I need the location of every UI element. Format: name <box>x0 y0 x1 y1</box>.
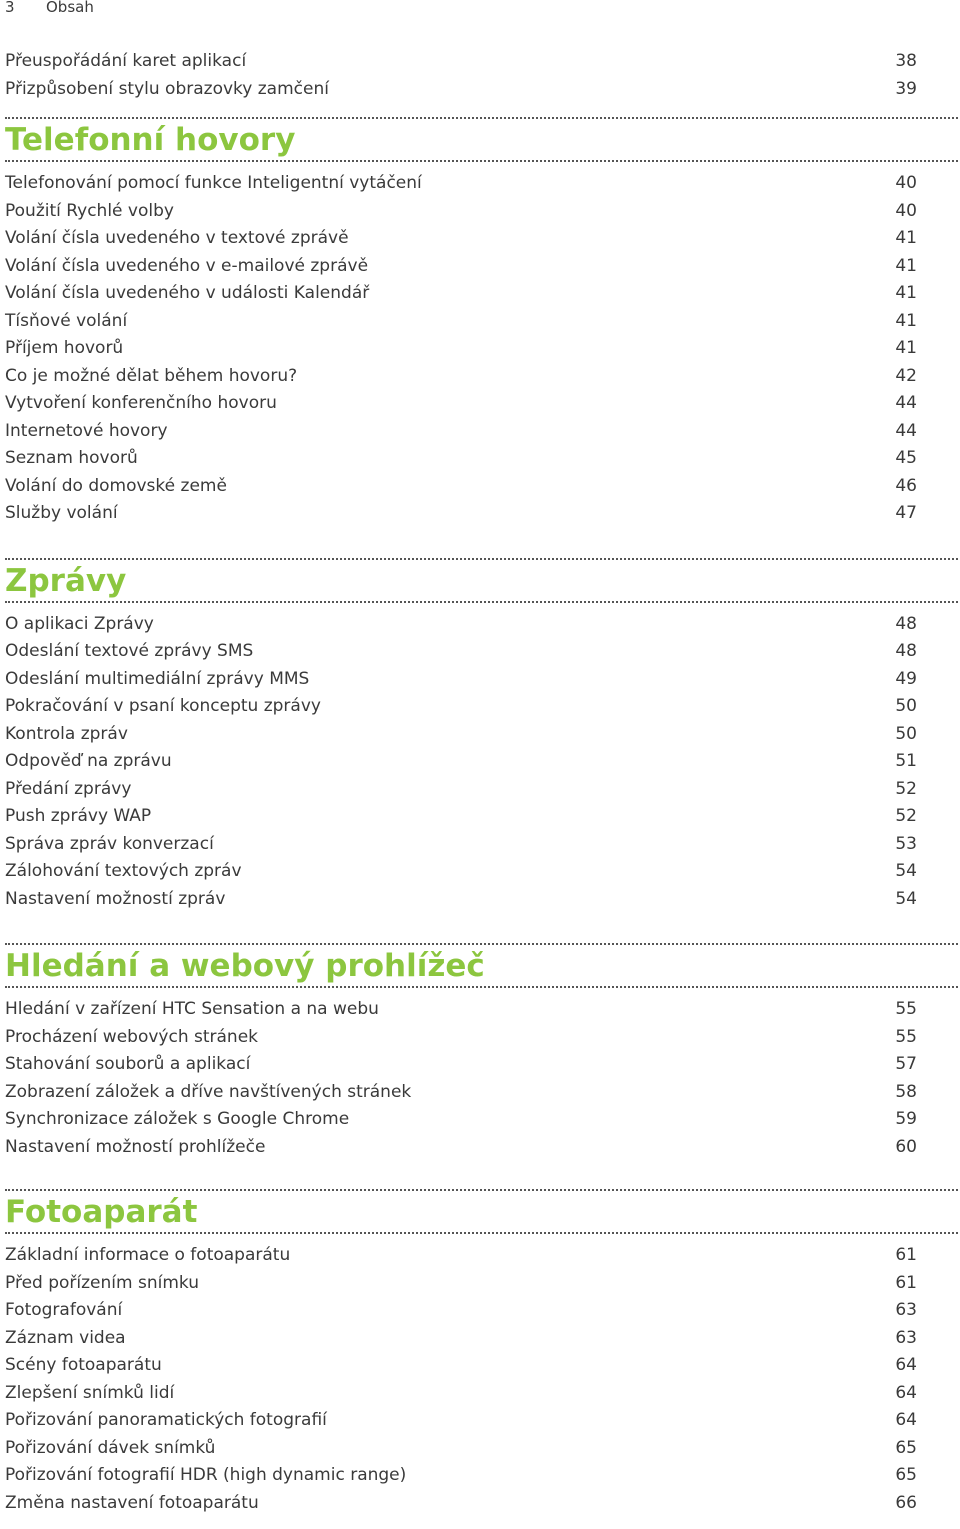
toc-entry-page: 42 <box>895 365 917 386</box>
toc-entry-title: Příjem hovorů <box>5 338 124 358</box>
toc-entry-page: 64 <box>895 1410 917 1430</box>
toc-entry[interactable] <box>5 1435 958 1463</box>
toc-entry[interactable] <box>5 1462 958 1490</box>
section-heading[interactable]: Hledání a webový prohlížeč <box>5 948 485 984</box>
toc-entry[interactable] <box>5 858 958 886</box>
toc-entry-title: Pořizování panoramatických fotografií <box>5 1410 327 1430</box>
toc-entry-page: 45 <box>895 448 917 468</box>
toc-entry[interactable] <box>5 666 958 694</box>
toc-entry[interactable] <box>5 886 958 914</box>
toc-entry-title: Stahování souborů a aplikací <box>5 1054 251 1074</box>
toc-entry[interactable] <box>5 1106 958 1134</box>
toc-entry-page: 63 <box>895 1327 917 1348</box>
toc-entry-page: 58 <box>895 1081 917 1102</box>
toc-entry-title: Nastavení možností zpráv <box>5 888 226 909</box>
toc-entry-page: 55 <box>895 1026 917 1047</box>
toc-entry[interactable] <box>5 500 958 528</box>
toc-entry-title: Změna nastavení fotoaparátu <box>5 1492 259 1513</box>
toc-entry[interactable] <box>5 748 958 776</box>
toc-entry[interactable] <box>5 1242 958 1270</box>
toc-entry[interactable] <box>5 693 958 721</box>
toc-entry-page: 44 <box>895 420 917 441</box>
toc-entry-page: 50 <box>895 723 917 744</box>
toc-entry[interactable] <box>5 170 958 198</box>
toc-entry-title: Volání čísla uvedeného v textové zprávě <box>5 228 349 248</box>
toc-entry[interactable] <box>5 996 958 1024</box>
toc-entry-page: 50 <box>895 696 917 716</box>
toc-entry-title: Volání do domovské země <box>5 475 227 496</box>
toc-entry[interactable] <box>5 253 958 281</box>
toc-entry-page: 47 <box>895 503 917 523</box>
table-of-contents <box>5 48 958 1517</box>
section-heading[interactable]: Fotoaparát <box>5 1194 198 1230</box>
toc-entry[interactable] <box>5 1325 958 1353</box>
toc-entry-page: 66 <box>895 1492 917 1513</box>
toc-entry-page: 46 <box>895 475 917 496</box>
toc-entry-title: Kontrola zpráv <box>5 723 128 744</box>
toc-entry[interactable] <box>5 611 958 639</box>
toc-entry-title: Pořizování dávek snímků <box>5 1437 216 1458</box>
dotted-divider <box>5 1232 958 1234</box>
toc-entry-title: Hledání v zařízení HTC Sensation a na webu <box>5 999 379 1019</box>
toc-entry-title: Fotografování <box>5 1300 123 1320</box>
toc-entry-page: 65 <box>895 1465 917 1485</box>
toc-entry-page: 64 <box>895 1382 917 1403</box>
toc-entry-page: 59 <box>895 1109 917 1129</box>
toc-entry[interactable] <box>5 363 958 391</box>
header-title: Obsah <box>46 0 94 16</box>
toc-entry-page: 54 <box>895 888 917 909</box>
toc-entry[interactable] <box>5 1270 958 1298</box>
toc-entry-page: 54 <box>895 861 917 881</box>
toc-entry-title: Odeslání multimediální zprávy MMS <box>5 668 310 689</box>
toc-entry-page: 48 <box>895 641 917 661</box>
toc-entry[interactable] <box>5 1352 958 1380</box>
toc-entry[interactable] <box>5 1380 958 1408</box>
toc-entry-title: Zlepšení snímků lidí <box>5 1382 175 1403</box>
toc-entry-title: Záznam videa <box>5 1327 126 1348</box>
toc-entry[interactable] <box>5 76 958 104</box>
toc-entry-title: Telefonování pomocí funkce Inteligentní vytáčení <box>5 173 422 193</box>
toc-entry-page: 61 <box>895 1272 917 1293</box>
toc-entry[interactable] <box>5 198 958 226</box>
toc-entry-title: Služby volání <box>5 503 118 523</box>
section-heading[interactable]: Telefonní hovory <box>5 122 296 158</box>
toc-entry[interactable] <box>5 1079 958 1107</box>
toc-entry-title: Zálohování textových zpráv <box>5 861 242 881</box>
toc-entry[interactable] <box>5 1490 958 1518</box>
toc-entry-title: Správa zpráv konverzací <box>5 833 214 854</box>
toc-entry-page: 38 <box>895 51 917 71</box>
toc-entry-page: 60 <box>895 1136 917 1157</box>
toc-entry-page: 57 <box>895 1054 917 1074</box>
header-page-number: 3 <box>5 0 15 16</box>
toc-entry[interactable] <box>5 225 958 253</box>
toc-entry-title: O aplikaci Zprávy <box>5 613 154 634</box>
toc-entry-title: Odpověď na zprávu <box>5 751 172 771</box>
toc-entry[interactable] <box>5 1407 958 1435</box>
toc-entry-page: 41 <box>895 228 917 248</box>
toc-entry-page: 52 <box>895 778 917 799</box>
toc-entry-page: 55 <box>895 999 917 1019</box>
toc-entry-page: 41 <box>895 310 917 331</box>
toc-entry-title: Procházení webových stránek <box>5 1026 258 1047</box>
dotted-divider <box>5 601 958 603</box>
toc-entry-page: 61 <box>895 1245 917 1265</box>
toc-section <box>5 117 958 528</box>
page-header <box>5 0 94 16</box>
toc-entry-title: Základní informace o fotoaparátu <box>5 1245 291 1265</box>
toc-entry[interactable] <box>5 1297 958 1325</box>
toc-entry-page: 40 <box>895 173 917 193</box>
toc-entry-title: Použití Rychlé volby <box>5 200 174 221</box>
toc-entry-title: Push zprávy WAP <box>5 806 152 826</box>
toc-entry-title: Internetové hovory <box>5 420 168 441</box>
toc-entry-page: 41 <box>895 338 917 358</box>
toc-entry[interactable] <box>5 638 958 666</box>
toc-entry-title: Tísňové volání <box>5 310 128 331</box>
toc-entry-page: 52 <box>895 806 917 826</box>
toc-entry-title: Synchronizace záložek s Google Chrome <box>5 1109 350 1129</box>
toc-entry-title: Volání čísla uvedeného v e-mailové zprávě <box>5 255 369 276</box>
toc-entry[interactable] <box>5 1051 958 1079</box>
toc-entry-title: Přeuspořádání karet aplikací <box>5 51 247 71</box>
toc-entry[interactable] <box>5 1024 958 1052</box>
toc-entry[interactable] <box>5 308 958 336</box>
toc-entry-page: 65 <box>895 1437 917 1458</box>
toc-entry-title: Přizpůsobení stylu obrazovky zamčení <box>5 78 329 99</box>
toc-entry-page: 51 <box>895 751 917 771</box>
toc-entry-title: Volání čísla uvedeného v události Kalendář <box>5 283 370 303</box>
toc-entry-title: Před pořízením snímku <box>5 1272 199 1293</box>
toc-entry-page: 64 <box>895 1355 917 1375</box>
toc-entry-page: 48 <box>895 613 917 634</box>
dotted-divider <box>5 943 958 945</box>
toc-entry-page: 39 <box>895 78 917 99</box>
toc-entry-title: Pokračování v psaní konceptu zprávy <box>5 696 321 716</box>
dotted-divider <box>5 986 958 988</box>
toc-entry-title: Odeslání textové zprávy SMS <box>5 641 254 661</box>
dotted-divider <box>5 117 958 119</box>
toc-section <box>5 558 958 914</box>
toc-entry-page: 40 <box>895 200 917 221</box>
toc-entry[interactable] <box>5 776 958 804</box>
toc-entry-page: 41 <box>895 255 917 276</box>
toc-entry[interactable] <box>5 445 958 473</box>
toc-entry-title: Scény fotoaparátu <box>5 1355 162 1375</box>
section-heading[interactable]: Zprávy <box>5 562 127 599</box>
toc-entry-title: Seznam hovorů <box>5 448 138 468</box>
toc-entry-title: Nastavení možností prohlížeče <box>5 1136 266 1157</box>
toc-entry[interactable] <box>5 390 958 418</box>
toc-section <box>5 1189 958 1517</box>
toc-entry[interactable] <box>5 721 958 749</box>
toc-sections <box>5 117 958 1517</box>
toc-entry-title: Vytvoření konferenčního hovoru <box>5 393 277 413</box>
dotted-divider <box>5 1189 958 1191</box>
toc-entry[interactable] <box>5 831 958 859</box>
toc-entry-page: 53 <box>895 833 917 854</box>
toc-section <box>5 943 958 1161</box>
toc-entry[interactable] <box>5 473 958 501</box>
toc-entry[interactable] <box>5 1134 958 1162</box>
dotted-divider <box>5 558 958 560</box>
toc-entry-title: Předání zprávy <box>5 778 132 799</box>
toc-entry-title: Pořizování fotografií HDR (high dynamic range) <box>5 1465 407 1485</box>
toc-entry-page: 41 <box>895 283 917 303</box>
toc-entry[interactable] <box>5 335 958 363</box>
toc-entry-page: 44 <box>895 393 917 413</box>
toc-entry-title: Co je možné dělat během hovoru? <box>5 365 298 386</box>
toc-entry-page: 63 <box>895 1300 917 1320</box>
toc-entry-title: Zobrazení záložek a dříve navštívených stránek <box>5 1081 412 1102</box>
toc-entry[interactable] <box>5 803 958 831</box>
dotted-divider <box>5 160 958 162</box>
toc-entry-page: 49 <box>895 668 917 689</box>
toc-entry[interactable] <box>5 280 958 308</box>
toc-entry[interactable] <box>5 418 958 446</box>
toc-entry[interactable] <box>5 48 958 76</box>
